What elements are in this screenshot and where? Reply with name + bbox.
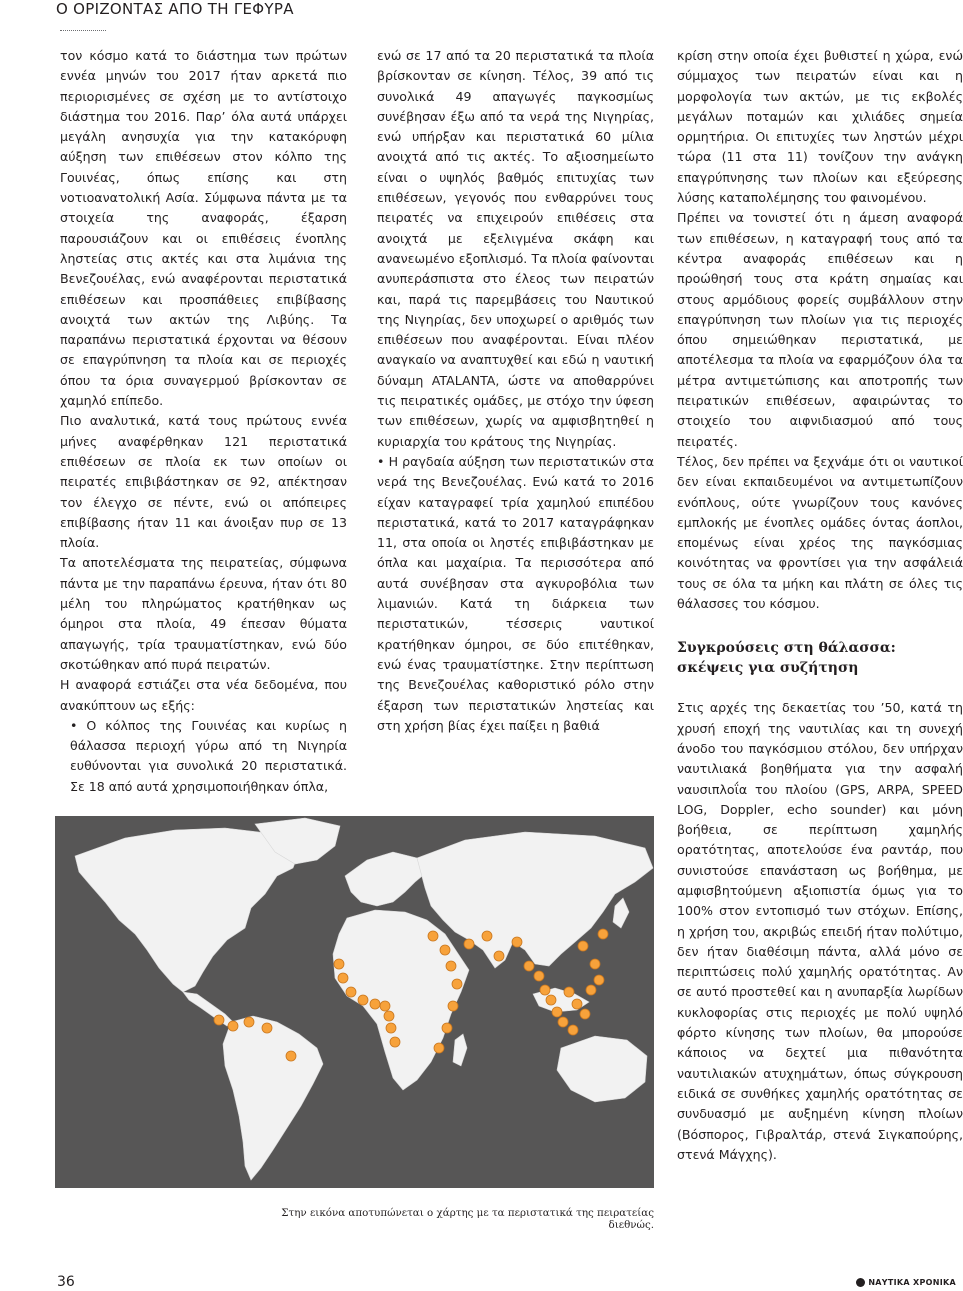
column-1 xyxy=(60,46,347,797)
piracy-incident-marker xyxy=(370,999,380,1009)
africa-landmass xyxy=(333,910,469,1090)
madagascar-landmass xyxy=(453,1034,467,1066)
piracy-incident-marker xyxy=(380,1001,390,1011)
piracy-incident-marker xyxy=(512,937,522,947)
piracy-incident-marker xyxy=(386,1023,396,1033)
piracy-incident-marker xyxy=(440,945,450,955)
piracy-incident-marker xyxy=(524,961,534,971)
piracy-incident-marker xyxy=(598,929,608,939)
piracy-incident-marker xyxy=(452,979,462,989)
paragraph: Τέλος, δεν πρέπει να ξεχνάμε ότι οι ναυτικοί δεν είναι εκπαιδευμένοι να αντιμετωπίζουν ενόπλους, ούτε γνωρίζουν τους κανόνες εμπλοκής με ένοπλες ομάδες όντας άοπλοι, επομένως είναι χρέος της παγκόσμιας κοινότητας να φροντίσει για την ασφάλειά τους σε όλα τα μήκη και πλάτη σε όλες τις θάλασσες του κόσμου. xyxy=(677,453,963,612)
figure-caption: Στην εικόνα αποτυπώνεται ο χάρτης με τα περιστατικά της πειρατείας διεθνώς. xyxy=(281,1207,654,1231)
world-map-graphic xyxy=(55,816,654,1188)
paragraph: Η αναφορά εστιάζει στα νέα δεδομένα, που ανακύπτουν ως εξής: xyxy=(60,677,347,713)
piracy-incident-marker xyxy=(540,985,550,995)
publication-brand xyxy=(856,1278,956,1287)
piracy-incident-marker xyxy=(494,951,504,961)
piracy-incident-marker xyxy=(446,961,456,971)
piracy-incident-marker xyxy=(594,975,604,985)
piracy-incident-marker xyxy=(580,1009,590,1019)
europe-landmass xyxy=(345,852,427,906)
piracy-world-map xyxy=(55,816,654,1188)
section-heading-line-1: Συγκρούσεις στη θάλασσα: xyxy=(677,640,896,657)
bullet-paragraph: • Η ραγδαία αύξηση των περιστατικών στα νερά της Βενεζουέλας. Ενώ κατά το 2016 είχαν καταγραφεί τρία χαμηλού επιπέδου περιστατικά, κατά το 2017 καταγράφηκαν 11, στα οποία οι ληστές επιβιβάστηκαν με όπλα και μαχαίρια. Τα περισσότερα από αυτά συνέβησαν στα αγκυροβόλια των λιμανιών. Κατά τη διάρκεια των περιστατικών, τέσσερις ναυτικοί κρατήθηκαν όμηροι, σε δύο επιτέθηκαν, ενώ ένας τραυματίστηκε. Στην περίπτωση της Βενεζουέλας καθοριστικό ρόλο στην έξαρση των περιστατικών ληστείας και στη χρήση βίας έχει παίξει η βαθιά xyxy=(377,453,654,733)
piracy-incident-marker xyxy=(534,971,544,981)
page-number: 36 xyxy=(57,1274,75,1290)
running-header: Ο ΟΡΙΖΟΝΤΑΣ ΑΠΟ ΤΗ ΓΕΦΥΡΑ xyxy=(56,0,294,18)
australia-landmass xyxy=(557,1036,647,1102)
column-3 xyxy=(677,46,963,1165)
piracy-incident-marker xyxy=(482,931,492,941)
bullet-paragraph: • Ο κόλπος της Γουινέας και κυρίως η θάλασσα περιοχή γύρω από τη Νιγηρία ευθύνονται για συνολικά 20 περιστατικά. Σε 18 από αυτά χρησιμοποιήθηκαν όπλα, xyxy=(70,717,347,794)
piracy-incident-marker xyxy=(338,973,348,983)
north-america-landmass xyxy=(75,828,300,992)
piracy-incident-marker xyxy=(572,999,582,1009)
piracy-incident-marker xyxy=(552,1007,562,1017)
piracy-incident-marker xyxy=(228,1021,238,1031)
paragraph: Πρέπει να τονιστεί ότι η άμεση αναφορά των επιθέσεων, η καταγραφή τους από τα κέντρα αναφοράς επιθέσεων και η προώθησή τους στα κράτη σημαίας και στους αρμόδιους φορείς συμβάλλουν στην επαγρύπνηση των πλοίων για τις περιοχές όπου σημειώθηκαν περιστατικά, με αποτέλεσμα τα πλοία να εφαρμόζουν όλα τα μέτρα αντιμετώπισης και αποτροπής των πειρατικών επιθέσεων, αφαιρώντας το στοιχείο του αιφνιδιασμού από τους πειρατές. xyxy=(677,210,963,449)
section-heading xyxy=(677,638,963,678)
piracy-incident-marker xyxy=(390,1037,400,1047)
paragraph: Πιο αναλυτικά, κατά τους πρώτους εννέα μήνες αναφέρθηκαν 121 περιστατικά επιθέσεων σε πλοία εκ των οποίων οι πειρατές επιβιβάστηκαν σε 92, απέκτησαν τον έλεγχο σε πέντε, ενώ οι απόπειρες επιβίβασης ήταν 11 και άνοιξαν πυρ σε 13 πλοία. xyxy=(60,413,347,551)
column-2 xyxy=(377,46,654,736)
piracy-incident-marker xyxy=(428,931,438,941)
central-america-landmass xyxy=(183,992,233,1026)
piracy-incident-marker xyxy=(384,1011,394,1021)
piracy-incident-marker xyxy=(434,1043,444,1053)
south-america-landmass xyxy=(223,1016,323,1180)
paragraph: ενώ σε 17 από τα 20 περιστατικά τα πλοία βρίσκονταν σε κίνηση. Τέλος, 39 από τις συνολικά 49 απαγωγές παγκοσμίως συνέβησαν έξω από τα νερά της Νιγηρίας, ενώ υπήρξαν και περιστατικά 60 μίλια ανοιχτά από τις ακτές. Το αξιοσημείωτο είναι ο υψηλός βαθμός επιτυχίας των επιθέσεων, γεγονός που ενθαρρύνει τους πειρατές να επιχειρούν επιθέσεις στα ανοιχτά με εξελιγμένα σκάφη και ανανεωμένο εξοπλισμό. Τα πλοία φαίνονται ανυπεράσπιστα στο έλεος των πειρατών και, παρά τις παρεμβάσεις του Ναυτικού της Νιγηρίας, δεν υποχωρεί ο αριθμός των επιθέσεων που αναφέρονται. Είναι πλέον αναγκαίο να αναπτυχθεί και εδώ η ναυτική δύναμη ATALANTA, ώστε να αποθαρρύνει τις πειρατικές ομάδες, με στόχο την ύφεση των επιθέσεων, χωρίς να αμφισβητηθεί η κυριαρχία του κράτους της Νιγηρίας. xyxy=(377,48,654,449)
piracy-incident-marker xyxy=(262,1023,272,1033)
piracy-incident-marker xyxy=(568,1025,578,1035)
piracy-incident-marker xyxy=(346,987,356,997)
brand-name: ΝΑΥΤΙΚΑ ΧΡΟΝΙΚΑ xyxy=(868,1278,956,1287)
paragraph: Στις αρχές της δεκαετίας του ’50, κατά τη χρυσή εποχή της ναυτιλίας και τη συνεχή άνοδο του παγκόσμιου στόλου, δεν υπήρχαν ναυτιλιακά βοηθήματα για την ασφαλή ναυσιπλοΐα του πλοίου (GPS, ARPA, SPEED LOG, Doppler, echo sounder) και μόνη βοήθεια, σε περίπτωση χαμηλής ορατότητας, αποτελούσε ένα ραντάρ, που συνιστούσε επανάσταση ως βοήθημα, με αμφισβητούμενη αξιοπιστία όμως για το 100% στον εντοπισμό των στόχων. Επίσης, η χρήση του, ακριβώς επειδή ήταν πολύτιμο, δεν ήταν διαθέσιμη πάντα, αλλά μόνο σε περιπτώσεις πολύ χαμηλής ορατότητας. Αν σε αυτό προστεθεί και η ανυπαρξία λωρίδων κυκλοφορίας στις περιοχές με πολύ υψηλό φόρτο κίνησης των πλοίων, θα μπορούσε κάποιος να δεχτεί μια πιθανότητα ναυτιλιακών ατυχημάτων, όπως σύγκρουση ειδικά σε συνθήκες χαμηλής ορατότητας σε συνδυασμό με αυξημένη κίνηση πλοίων (Βόσπορος, Γιβραλτάρ, στενά Σιγκαπούρης, στενά Μάγχης). xyxy=(677,700,963,1162)
piracy-incident-marker xyxy=(546,995,556,1005)
piracy-incident-marker xyxy=(358,995,368,1005)
paragraph: Τα αποτελέσματα της πειρατείας, σύμφωνα πάντα με την παραπάνω έρευνα, ήταν ότι 80 μέλη του πληρώματος κρατήθηκαν ως όμηροι στα πλοία, 49 έπεσαν θύματα απαγωγής, τρία τραυματίστηκαν, ενώ δύο σκοτώθηκαν από πυρά πειρατών. xyxy=(60,555,347,672)
piracy-incident-marker xyxy=(214,1015,224,1025)
piracy-incident-marker xyxy=(564,987,574,997)
piracy-incident-marker xyxy=(448,1001,458,1011)
piracy-incident-marker xyxy=(586,985,596,995)
header-divider xyxy=(60,30,106,31)
piracy-incident-marker xyxy=(286,1051,296,1061)
japan-landmass xyxy=(613,898,629,928)
piracy-incident-marker xyxy=(590,959,600,969)
piracy-incident-marker xyxy=(442,1023,452,1033)
piracy-incident-marker xyxy=(464,939,474,949)
piracy-incident-marker xyxy=(578,941,588,951)
paragraph: κρίση στην οποία έχει βυθιστεί η χώρα, ενώ σύμμαχος των πειρατών είναι και η μορφολογία των ακτών, με τις εκβολές μεγάλων ποταμών και χιλιάδες σημεία ορμητήρια. Οι επιτυχίες των ληστών μέχρι τώρα (11 στα 11) τονίζουν την ανάγκη επαγρύπνησης των πλοίων και εξεύρεσης λύσης καταπολέμησης του φαινομένου. xyxy=(677,48,963,206)
piracy-incident-marker xyxy=(334,959,344,969)
piracy-incident-marker xyxy=(244,1017,254,1027)
piracy-incident-marker xyxy=(558,1017,568,1027)
paragraph: τον κόσμο κατά το διάστημα των πρώτων εννέα μηνών του 2017 ήταν αρκετά πιο περιορισμένες σε σχέση με το αντίστοιχο διάστημα του 2016. Παρ’ όλα αυτά υπάρχει μεγάλη ανησυχία για την κατακόρυφη αύξηση των επιθέσεων στον κόλπο της Γουινέας, όπως επίσης και στη νοτιοανατολική Ασία. Σύμφωνα πάντα με τα στοιχεία της αναφοράς, έξαρση παρουσιάζουν και οι επιθέσεις ένοπλης ληστείας στις ακτές και στα λιμάνια της Βενεζουέλας, ενώ αναφέρονται περιστατικά επιθέσεων και προσπάθειες επιβίβασης ανοιχτά των ακτών της Λιβύης. Τα παραπάνω περιστατικά έρχονται να θέσουν σε επαγρύπνηση τα πλοία και σε περιοχές όπου τα όρια συναγερμού βρίσκονταν σε χαμηλό επίπεδο. xyxy=(60,48,347,409)
brand-logo-icon xyxy=(856,1278,865,1287)
section-heading-line-2: σκέψεις για συζήτηση xyxy=(677,660,859,677)
